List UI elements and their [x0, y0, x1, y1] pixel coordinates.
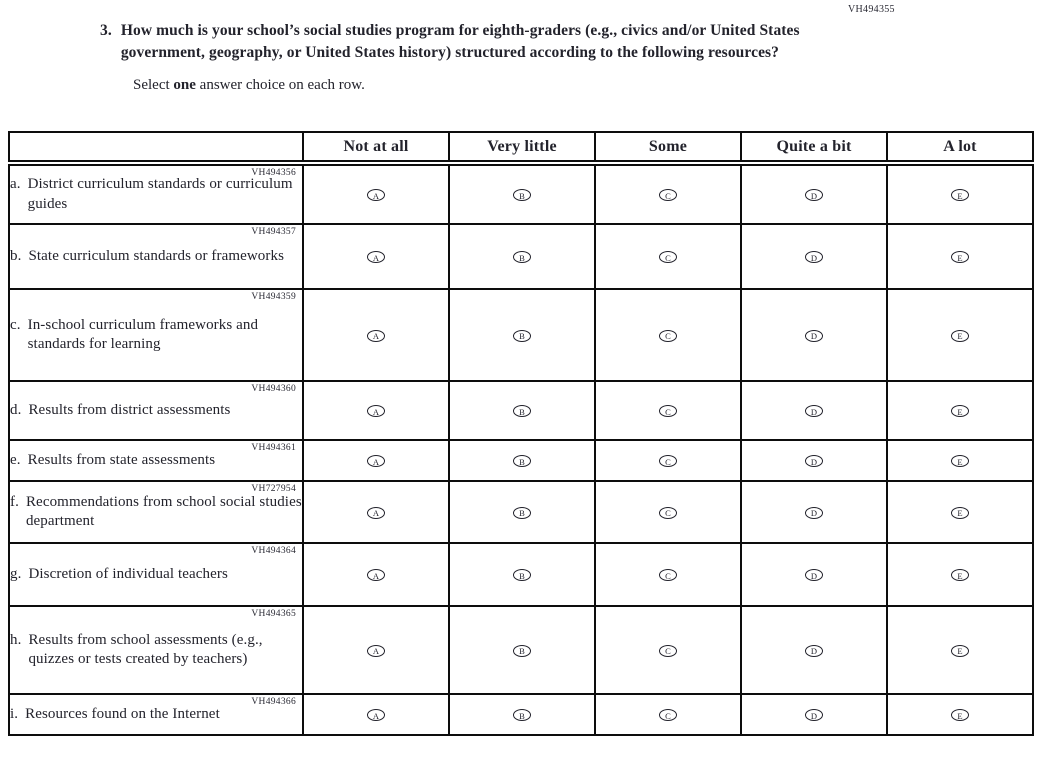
answer-bubble-d-A[interactable]: A [367, 405, 385, 417]
option-cell [303, 543, 449, 606]
table-row [9, 381, 1033, 440]
row-label [10, 247, 302, 267]
option-cell [595, 289, 741, 381]
answer-bubble-h-B[interactable]: B [513, 645, 531, 657]
row-label-cell [9, 440, 303, 481]
option-cell [449, 543, 595, 606]
row-label-text: State curriculum standards or frameworks [28, 247, 285, 264]
row-label-text: District curriculum standards or curriculum guides [27, 176, 293, 212]
answer-bubble-g-C[interactable]: C [659, 569, 677, 581]
question-instruction [133, 77, 816, 94]
label-column-header [9, 132, 303, 163]
option-cell [595, 543, 741, 606]
row-variable-code: VH727954 [251, 484, 296, 494]
answer-bubble-f-C[interactable]: C [659, 507, 677, 519]
row-variable-code: VH494359 [251, 292, 296, 302]
option-cell [887, 381, 1033, 440]
table-row [9, 440, 1033, 481]
option-cell [303, 289, 449, 381]
option-cell [303, 163, 449, 224]
table-row [9, 224, 1033, 289]
row-label [10, 493, 302, 532]
option-cell [741, 163, 887, 224]
column-header-quite-a-bit: Quite a bit [741, 132, 887, 163]
answer-bubble-c-E[interactable]: E [951, 330, 969, 342]
row-label [10, 451, 302, 471]
answer-bubble-e-B[interactable]: B [513, 455, 531, 467]
row-label-cell [9, 606, 303, 694]
answer-bubble-d-B[interactable]: B [513, 405, 531, 417]
question-text: How much is your school’s social studies program for eighth-graders (e.g., civics and/or United States government, geography, or United States history) structured according to the following resources? [120, 22, 800, 61]
answer-bubble-h-D[interactable]: D [805, 645, 823, 657]
option-cell [303, 481, 449, 543]
instruction-emphasis: one [173, 77, 196, 93]
answer-bubble-i-C[interactable]: C [659, 709, 677, 721]
option-cell [303, 381, 449, 440]
option-cell [887, 543, 1033, 606]
row-label-text: Discretion of individual teachers [28, 565, 228, 582]
row-variable-code: VH494357 [251, 227, 296, 237]
column-header-a-lot: A lot [887, 132, 1033, 163]
row-label-text: Recommendations from school social studies department [25, 493, 302, 529]
answer-bubble-h-A[interactable]: A [367, 645, 385, 657]
answer-bubble-d-D[interactable]: D [805, 405, 823, 417]
table-row [9, 543, 1033, 606]
option-cell [887, 440, 1033, 481]
row-variable-code: VH494361 [251, 443, 296, 453]
row-label-cell [9, 381, 303, 440]
answer-bubble-d-E[interactable]: E [951, 405, 969, 417]
option-cell [887, 694, 1033, 735]
row-label [10, 175, 302, 214]
option-cell [449, 481, 595, 543]
answer-bubble-a-C[interactable]: C [659, 189, 677, 201]
option-cell [449, 694, 595, 735]
answer-bubble-i-E[interactable]: E [951, 709, 969, 721]
answer-bubble-i-B[interactable]: B [513, 709, 531, 721]
row-label-text: In-school curriculum frameworks and standards for learning [27, 316, 259, 352]
question-number: 3. [100, 22, 112, 39]
option-cell [741, 543, 887, 606]
row-label [10, 705, 302, 725]
answer-bubble-f-D[interactable]: D [805, 507, 823, 519]
option-cell [595, 481, 741, 543]
answer-bubble-g-D[interactable]: D [805, 569, 823, 581]
option-cell [595, 694, 741, 735]
answer-bubble-g-A[interactable]: A [367, 569, 385, 581]
row-letter-prefix: b. [10, 247, 22, 264]
row-variable-code: VH494356 [251, 168, 296, 178]
answer-bubble-a-B[interactable]: B [513, 189, 531, 201]
row-label [10, 565, 302, 585]
row-letter-prefix: e. [10, 451, 21, 468]
answer-bubble-b-E[interactable]: E [951, 251, 969, 263]
option-cell [595, 606, 741, 694]
option-cell [887, 224, 1033, 289]
row-letter-prefix: f. [10, 493, 19, 510]
answer-bubble-f-A[interactable]: A [367, 507, 385, 519]
row-label-cell [9, 694, 303, 735]
answer-bubble-a-E[interactable]: E [951, 189, 969, 201]
table-header-row [9, 132, 1033, 163]
answer-bubble-b-C[interactable]: C [659, 251, 677, 263]
option-cell [741, 289, 887, 381]
answer-bubble-c-A[interactable]: A [367, 330, 385, 342]
row-label-cell [9, 289, 303, 381]
table-body [9, 163, 1033, 735]
option-cell [449, 224, 595, 289]
row-label-text: Results from district assessments [28, 401, 231, 418]
answer-bubble-a-D[interactable]: D [805, 189, 823, 201]
table-row [9, 694, 1033, 735]
option-cell [449, 606, 595, 694]
response-grid [8, 131, 1034, 736]
instruction-prefix: Select [133, 77, 174, 93]
row-label-text: Results from school assessments (e.g., quizzes or tests created by teachers) [28, 631, 263, 667]
option-cell [595, 440, 741, 481]
option-cell [449, 440, 595, 481]
option-cell [303, 440, 449, 481]
row-label [10, 316, 302, 355]
row-variable-code: VH494364 [251, 546, 296, 556]
table-row [9, 163, 1033, 224]
row-letter-prefix: h. [10, 631, 22, 648]
option-cell [595, 224, 741, 289]
row-variable-code: VH494366 [251, 697, 296, 707]
answer-bubble-c-D[interactable]: D [805, 330, 823, 342]
option-cell [741, 440, 887, 481]
option-cell [303, 224, 449, 289]
option-cell [887, 289, 1033, 381]
table-row [9, 289, 1033, 381]
option-cell [887, 481, 1033, 543]
answer-bubble-h-E[interactable]: E [951, 645, 969, 657]
instruction-suffix: answer choice on each row. [195, 77, 365, 93]
answer-bubble-e-E[interactable]: E [951, 455, 969, 467]
option-cell [887, 163, 1033, 224]
row-letter-prefix: i. [10, 705, 19, 722]
answer-bubble-f-B[interactable]: B [513, 507, 531, 519]
answer-bubble-c-B[interactable]: B [513, 330, 531, 342]
column-header-some: Some [595, 132, 741, 163]
column-header-very-little: Very little [449, 132, 595, 163]
row-label [10, 401, 302, 421]
answer-bubble-b-A[interactable]: A [367, 251, 385, 263]
answer-bubble-d-C[interactable]: C [659, 405, 677, 417]
option-cell [595, 163, 741, 224]
answer-bubble-i-A[interactable]: A [367, 709, 385, 721]
row-label [10, 631, 302, 670]
option-cell [741, 606, 887, 694]
answer-bubble-e-D[interactable]: D [805, 455, 823, 467]
row-letter-prefix: a. [10, 176, 21, 192]
option-cell [741, 481, 887, 543]
row-letter-prefix: g. [10, 565, 22, 582]
answer-bubble-c-C[interactable]: C [659, 330, 677, 342]
option-cell [595, 381, 741, 440]
row-label-cell [9, 224, 303, 289]
answer-bubble-g-E[interactable]: E [951, 569, 969, 581]
answer-bubble-i-D[interactable]: D [805, 709, 823, 721]
row-letter-prefix: d. [10, 401, 22, 418]
option-cell [303, 694, 449, 735]
answer-bubble-b-B[interactable]: B [513, 251, 531, 263]
row-label-text: Resources found on the Internet [25, 705, 220, 722]
answer-bubble-f-E[interactable]: E [951, 507, 969, 519]
row-label-text: Results from state assessments [27, 451, 216, 468]
option-cell [741, 381, 887, 440]
option-cell [449, 289, 595, 381]
row-letter-prefix: c. [10, 316, 21, 333]
option-cell [449, 163, 595, 224]
table-row [9, 481, 1033, 543]
option-cell [741, 694, 887, 735]
option-cell [303, 606, 449, 694]
answer-bubble-h-C[interactable]: C [659, 645, 677, 657]
answer-bubble-g-B[interactable]: B [513, 569, 531, 581]
row-label-cell [9, 163, 303, 224]
option-cell [741, 224, 887, 289]
row-variable-code: VH494360 [251, 384, 296, 394]
answer-bubble-b-D[interactable]: D [805, 251, 823, 263]
page-variable-code: VH494355 [848, 4, 895, 15]
row-label-cell [9, 543, 303, 606]
column-header-not-at-all: Not at all [303, 132, 449, 163]
answer-bubble-a-A[interactable]: A [367, 189, 385, 201]
row-label-cell [9, 481, 303, 543]
option-cell [887, 606, 1033, 694]
option-cell [449, 381, 595, 440]
answer-bubble-e-C[interactable]: C [659, 455, 677, 467]
question-block [100, 20, 816, 94]
row-variable-code: VH494365 [251, 609, 296, 619]
table-row [9, 606, 1033, 694]
answer-bubble-e-A[interactable]: A [367, 455, 385, 467]
